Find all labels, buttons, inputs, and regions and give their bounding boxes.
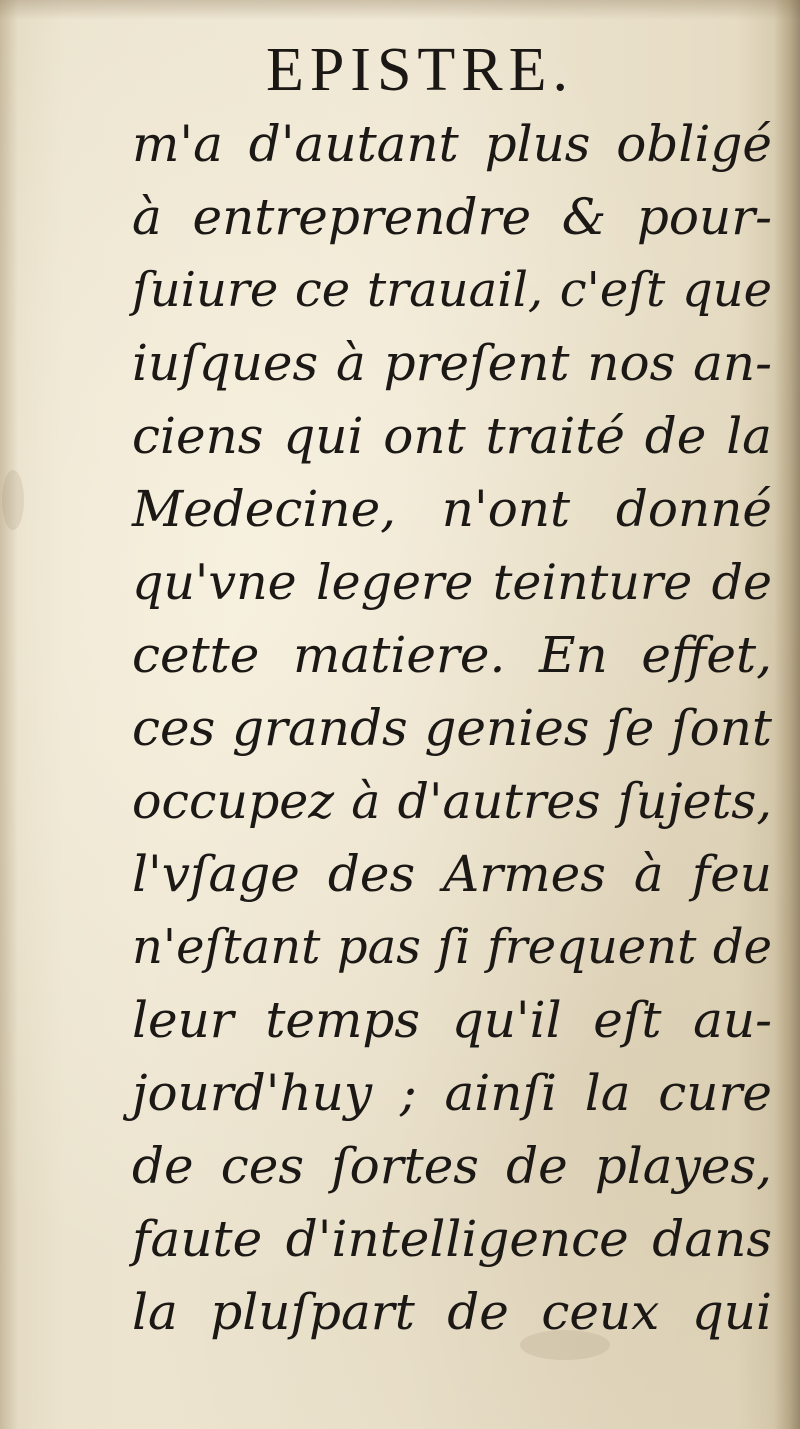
- text-line: leur temps qu'il eſt au-: [132, 991, 772, 1049]
- text-line: iuſques à preſent nos an-: [132, 334, 772, 392]
- text-line: Medecine, n'ont donné: [132, 480, 772, 538]
- text-line: la pluſpart de ceux qui: [132, 1283, 772, 1341]
- text-line: qu'vne legere teinture de: [132, 554, 772, 611]
- text-line: ciens qui ont traité de la: [132, 407, 772, 465]
- page-edge-shadow-top: [0, 0, 800, 20]
- text-line: l'vſage des Armes à feu: [132, 845, 772, 903]
- text-line: jourd'huy ; ainſi la cure: [132, 1064, 772, 1122]
- text-line: m'a d'autant plus obligé: [132, 115, 772, 173]
- body-text: [132, 108, 772, 1349]
- page-edge-shadow-left: [0, 0, 18, 1429]
- paper-stain: [2, 470, 24, 530]
- text-line: cette matiere. En effet,: [132, 626, 772, 684]
- text-line: de ces ſortes de playes,: [132, 1137, 772, 1195]
- text-line: ſuiure ce trauail, c'eſt que: [132, 262, 772, 318]
- text-line: faute d'intelligence dans: [132, 1210, 772, 1268]
- running-header: EPISTRE.: [265, 36, 575, 104]
- text-line: n'eſtant pas ſi frequent de: [132, 919, 772, 975]
- text-line: occupez à d'autres ſujets,: [132, 773, 772, 830]
- page-edge-shadow-right: [774, 0, 800, 1429]
- text-line: à entreprendre & pour-: [132, 188, 772, 246]
- text-line: ces grands genies ſe ſont: [132, 699, 772, 757]
